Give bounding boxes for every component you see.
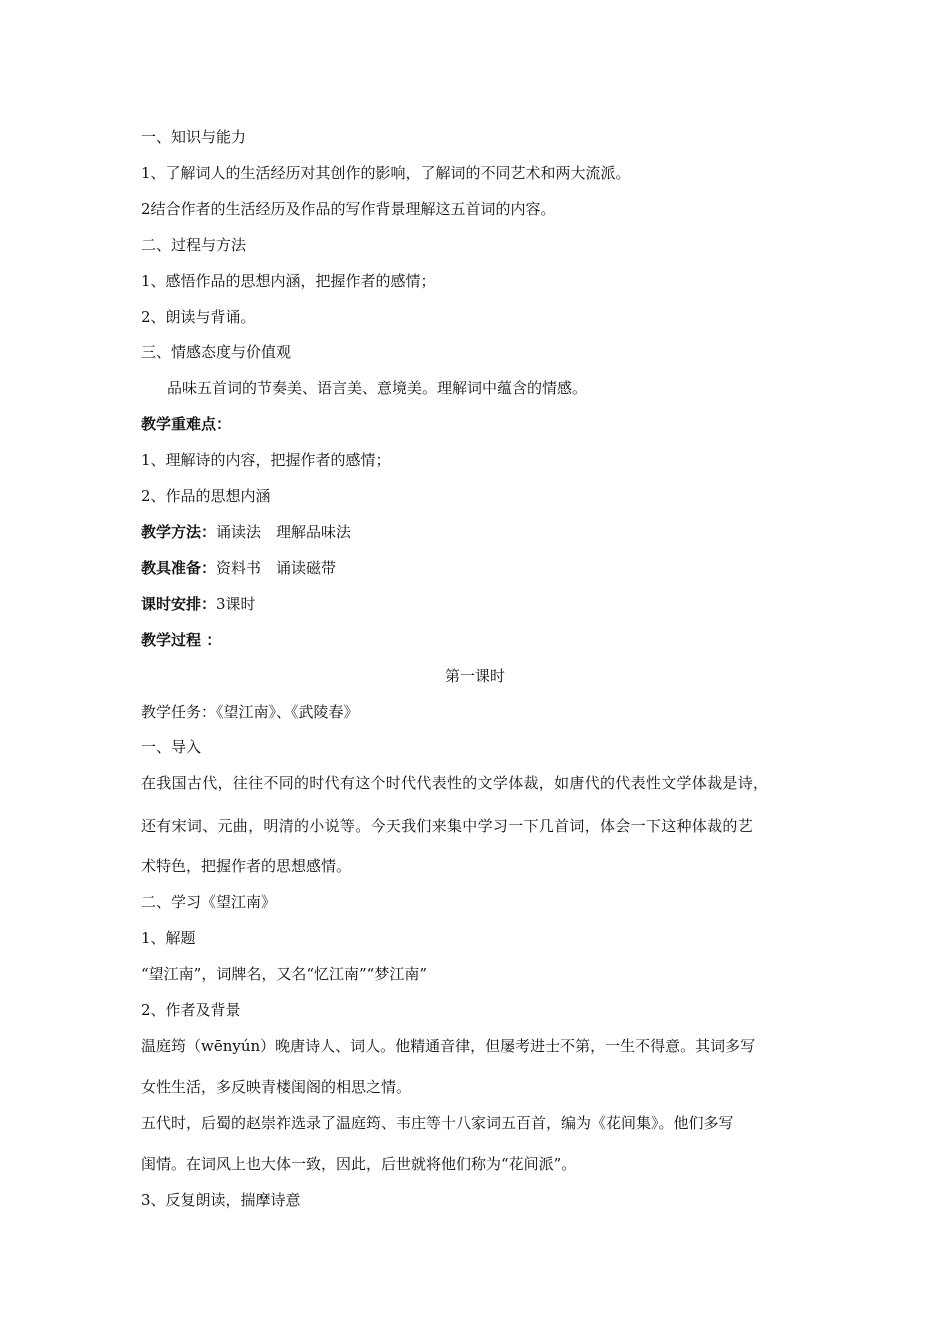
teaching-method-line — [141, 522, 351, 542]
text-line: 在我国古代，往往不同的时代有这个时代代表性的文学体裁，如唐代的代表性文学体裁是诗， — [141, 774, 769, 792]
text-line: 五代时，后蜀的赵崇祚选录了温庭筠、韦庄等十八家词五百首，编为《花间集》。他们多写 — [141, 1114, 734, 1132]
heading-knowledge-ability: 一、知识与能力 — [141, 128, 247, 146]
teaching-tools-line — [141, 558, 336, 578]
text-line: 闺情。在词风上也大体一致，因此，后世就将他们称为“花间派”。 — [141, 1155, 577, 1173]
text-line: 品味五首词的节奏美、语言美、意境美。理解词中蕴含的情感。 — [167, 379, 588, 397]
heading-teaching-process: 教学过程 ： — [141, 631, 222, 649]
text-line: 1、理解诗的内容，把握作者的感情； — [141, 451, 391, 469]
text-line: 2结合作者的生活经历及作品的写作背景理解这五首词的内容。 — [141, 200, 556, 218]
text-line: “望江南”，词牌名，又名“忆江南”“梦江南” — [141, 965, 428, 983]
text-line: 还有宋词、元曲，明清的小说等。今天我们来集中学习一下几首词，体会一下这种体裁的艺 — [141, 817, 754, 835]
teaching-method-label: 教学方法： — [141, 523, 217, 541]
heading-introduction: 一、导入 — [141, 738, 202, 756]
text-line: 3、反复朗读，揣摩诗意 — [141, 1191, 301, 1209]
text-line: 温庭筠（wēnyún）晚唐诗人、词人。他精通音律，但屡考进士不第，一生不得意。其词多写 — [141, 1037, 756, 1055]
text-line: 1、解题 — [141, 929, 196, 947]
text-line: 2、作者及背景 — [141, 1001, 241, 1019]
teaching-tools-value: 资料书 诵读磁带 — [216, 559, 337, 577]
text-line: 1、了解词人的生活经历对其创作的影响，了解词的不同艺术和两大流派。 — [141, 164, 631, 182]
text-line: 2、朗读与背诵。 — [141, 308, 256, 326]
heading-process-method: 二、过程与方法 — [141, 236, 247, 254]
section-title-first-lesson: 第一课时 — [444, 667, 505, 685]
text-line: 教学任务：《望江南》、《武陵春》 — [141, 703, 359, 721]
teaching-method-value: 诵读法 理解品味法 — [216, 523, 352, 541]
class-hours-line — [141, 594, 256, 614]
text-line: 术特色，把握作者的思想感情。 — [141, 857, 352, 875]
heading-study-poem: 二、学习《望江南》 — [141, 893, 277, 911]
class-hours-value: 3课时 — [216, 595, 256, 613]
text-line: 女性生活，多反映青楼闺阁的相思之情。 — [141, 1078, 412, 1096]
heading-emotion-values: 三、情感态度与价值观 — [141, 343, 292, 361]
teaching-tools-label: 教具准备： — [141, 559, 217, 577]
class-hours-label: 课时安排： — [141, 595, 217, 613]
text-line: 1、感悟作品的思想内涵，把握作者的感情； — [141, 272, 436, 290]
heading-key-points: 教学重难点： — [141, 415, 232, 433]
text-line: 2、作品的思想内涵 — [141, 487, 271, 505]
